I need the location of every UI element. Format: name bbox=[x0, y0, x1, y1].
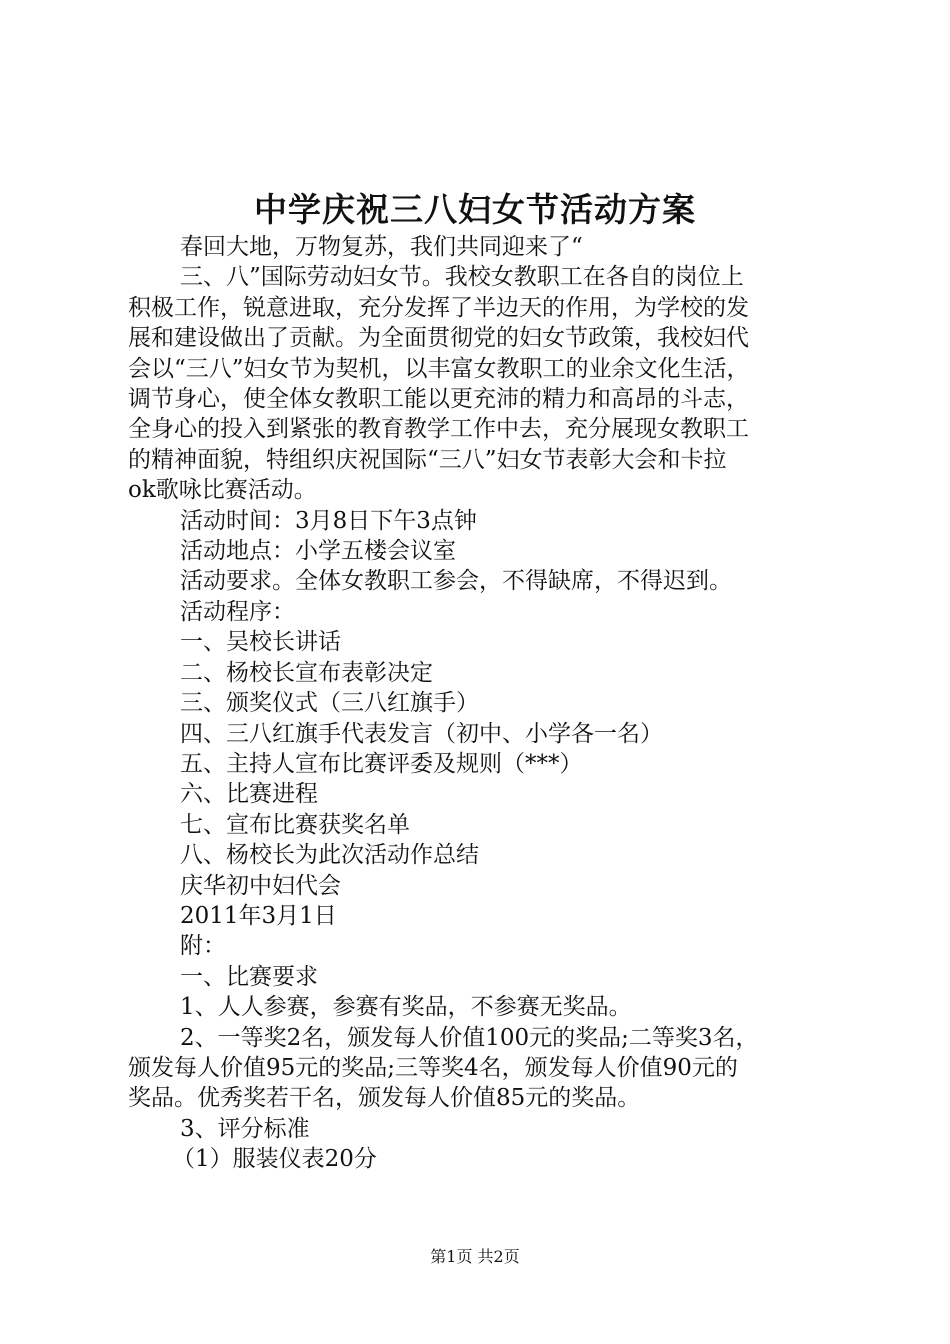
activity-time: 活动时间：3月8日下午3点钟 bbox=[180, 507, 477, 534]
document-title: 中学庆祝三八妇女节活动方案 bbox=[254, 190, 696, 229]
paragraph-line: 的精神面貌，特组织庆祝国际“三八”妇女节表彰大会和卡拉 bbox=[128, 446, 727, 473]
program-item: 五、主持人宣布比赛评委及规则（***） bbox=[180, 750, 583, 777]
page-footer: 第1页 共2页 bbox=[430, 1247, 520, 1266]
signature-date: 2011年3月1日 bbox=[180, 902, 337, 929]
paragraph-line: 全身心的投入到紧张的教育教学工作中去，充分展现女教职工 bbox=[128, 416, 749, 443]
program-item: 七、宣布比赛获奖名单 bbox=[180, 811, 410, 838]
activity-requirement: 活动要求。全体女教职工参会，不得缺席，不得迟到。 bbox=[180, 568, 732, 595]
paragraph-line: 三、八”国际劳动妇女节。我校女教职工在各自的岗位上 bbox=[180, 264, 744, 291]
program-item: 三、颁奖仪式（三八红旗手） bbox=[180, 690, 479, 717]
rule-item: 1、人人参赛，参赛有奖品，不参赛无奖品。 bbox=[180, 994, 632, 1021]
paragraph-line: 颁发每人价值95元的奖品;三等奖4名，颁发每人价值90元的 bbox=[128, 1054, 738, 1081]
paragraph-line: 调节身心，使全体女教职工能以更充沛的精力和高昂的斗志， bbox=[128, 386, 749, 413]
paragraph-line: 积极工作，锐意进取，充分发挥了半边天的作用，为学校的发 bbox=[128, 294, 749, 321]
paragraph-line: 展和建设做出了贡献。为全面贯彻党的妇女节政策，我校妇代 bbox=[128, 325, 749, 352]
rule-item: 2、一等奖2名，颁发每人价值100元的奖品;二等奖3名， bbox=[180, 1024, 759, 1051]
activity-program-heading: 活动程序： bbox=[180, 598, 295, 625]
paragraph-line: 奖品。优秀奖若干名，颁发每人价值85元的奖品。 bbox=[128, 1085, 641, 1112]
program-item: 二、杨校长宣布表彰决定 bbox=[180, 659, 433, 686]
program-item: 六、比赛进程 bbox=[180, 781, 318, 808]
document-body bbox=[128, 232, 838, 1175]
section-heading: 一、比赛要求 bbox=[180, 963, 318, 990]
rule-item: 3、评分标准 bbox=[180, 1115, 310, 1142]
paragraph-line: ok歌咏比赛活动。 bbox=[128, 477, 317, 504]
program-item: 四、三八红旗手代表发言（初中、小学各一名） bbox=[180, 720, 663, 747]
paragraph-line: 春回大地，万物复苏，我们共同迎来了“ bbox=[180, 234, 583, 260]
program-item: 八、杨校长为此次活动作总结 bbox=[180, 842, 479, 869]
signature-organization: 庆华初中妇代会 bbox=[180, 872, 341, 899]
scoring-item: （1）服装仪表20分 bbox=[172, 1146, 377, 1173]
activity-location: 活动地点：小学五楼会议室 bbox=[180, 538, 456, 565]
program-item: 一、吴校长讲话 bbox=[180, 629, 341, 656]
paragraph-line: 会以“三八”妇女节为契机，以丰富女教职工的业余文化生活， bbox=[128, 355, 750, 382]
appendix-heading: 附： bbox=[180, 933, 226, 960]
